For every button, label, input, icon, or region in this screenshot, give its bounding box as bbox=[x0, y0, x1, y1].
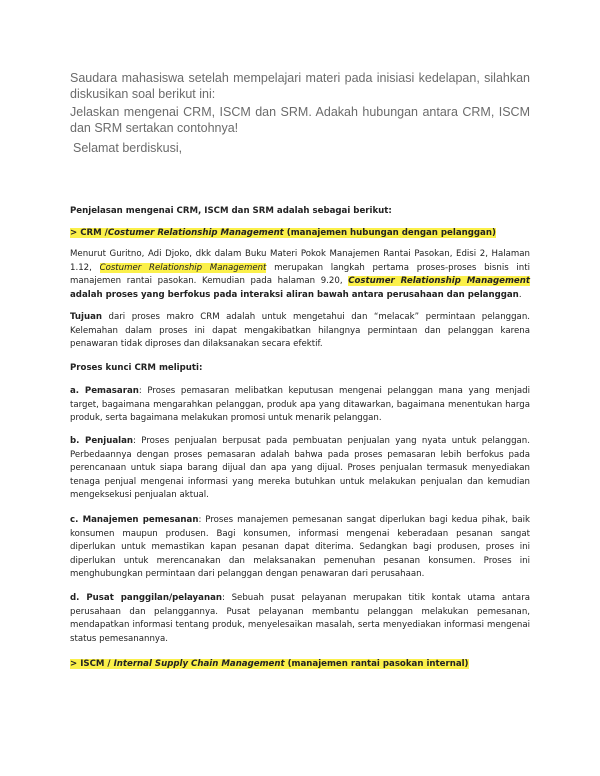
para1-term-1: Costumer Relationship Management bbox=[99, 262, 267, 273]
intro-greeting bbox=[73, 140, 533, 156]
paragraph-tujuan bbox=[70, 311, 530, 352]
para1-text-2: merupakan langkah pertama proses-proses bisnis inti manajemen rantai pasokan. Kemudian pada halaman 9.20, bbox=[70, 262, 530, 287]
iscm-heading-term: Internal Supply Chain Management bbox=[113, 659, 285, 669]
intro-question bbox=[70, 104, 530, 136]
crm-heading-prefix: > CRM / bbox=[70, 228, 108, 238]
item-label: d. Pusat panggilan/pelayanan bbox=[70, 593, 222, 603]
intro-line-1: Saudara mahasiswa setelah mempelajari materi pada inisiasi kedelapan, silahkan diskusikan soal berikut ini: bbox=[70, 71, 530, 101]
list-item-manajemen-pemesanan bbox=[70, 514, 530, 582]
crm-heading bbox=[70, 227, 530, 241]
item-text: : Proses pemasaran melibatkan keputusan mengenai pelanggan mana yang menjadi target, bagaimana mengarahkan pelanggan, produk apa yang ditawarkan, bagaimana menentukan harga produk, serta bagaimana melakukan promosi untuk menarik pelanggan. bbox=[70, 386, 530, 424]
crm-heading-highlight bbox=[70, 228, 496, 238]
section-heading bbox=[70, 205, 530, 219]
key-process-heading bbox=[70, 362, 530, 376]
intro-line-3: Selamat berdiskusi, bbox=[73, 141, 183, 155]
paragraph-definition bbox=[70, 248, 530, 302]
item-label: a. Pemasaran bbox=[70, 386, 139, 396]
para1-text-1: Menurut Guritno, Adi Djoko, dkk dalam Buku Materi Pokok Manajemen Rantai Pasokan, Edisi 2, Halaman 1.12, bbox=[70, 249, 530, 273]
heading-text: Penjelasan mengenai CRM, ISCM dan SRM adalah sebagai berikut: bbox=[70, 206, 392, 216]
iscm-heading-highlight bbox=[70, 659, 469, 669]
item-text: : Proses penjualan berpusat pada pembuatan penjualan yang nyata untuk pelanggan. Perbedaannya dengan proses pemasaran adalah bahwa pada proses pemasaran lebih berfokus pada perencanaan untuk siapa barang dijual dan apa yang dijual. Proses penjualan termasuk menyediakan tenaga penjual mengenai informasi yang mereka butuhkan untuk melakukan penjualan dan kemudian mengeksekusi penjualan aktual. bbox=[70, 436, 530, 501]
iscm-heading bbox=[70, 658, 530, 672]
crm-heading-suffix: (manajemen hubungan dengan pelanggan) bbox=[283, 228, 496, 238]
item-text: : Sebuah pusat pelayanan merupakan titik kontak utama antara perusahaan dan pelanggannya. Pusat pelayanan membantu pelanggan melakukan pemesanan, mendapatkan informasi tentang produk, menyelesaikan masalah, serta menyediakan informasi mengenai status pemesanannya. bbox=[70, 593, 530, 644]
tujuan-text: dari proses makro CRM adalah untuk mengetahui dan “melacak” permintaan pelanggan. Kelemahan dalam proses ini dapat mengakibatkan hilangnya permintaan dan pelanggan karena penawaran tidak diproses dan dilaksanakan secara efektif. bbox=[70, 312, 530, 350]
key-process-heading-text: Proses kunci CRM meliputi: bbox=[70, 363, 203, 373]
item-label: c. Manajemen pemesanan bbox=[70, 515, 199, 525]
para1-text-3: adalah proses yang berfokus pada interaksi aliran bawah antara perusahaan dan pelanggan bbox=[70, 289, 519, 300]
item-label: b. Penjualan bbox=[70, 436, 134, 446]
crm-heading-term: Costumer Relationship Management bbox=[107, 228, 284, 238]
item-text: : Proses manajemen pemesanan sangat diperlukan bagi kedua pihak, baik konsumen maupun produsen. Bagi konsumen, informasi mengenai keberadaan pesanan sangat diperlukan untuk memastikan kapan pesanan dapat diterima. Sedangkan bagi produsen, proses ini diperlukan untuk merencanakan dan melaksanakan pemenuhan pesanan konsumen. Proses ini menghubungkan permintaan dari pelanggan dengan penawaran dari perusahaan. bbox=[70, 515, 530, 580]
list-item-pusat-panggilan bbox=[70, 592, 530, 646]
list-item-pemasaran bbox=[70, 385, 530, 426]
intro-line-2: Jelaskan mengenai CRM, ISCM dan SRM. Adakah hubungan antara CRM, ISCM dan SRM sertakan contohnya! bbox=[70, 105, 530, 135]
tujuan-label: Tujuan bbox=[70, 312, 103, 322]
iscm-heading-suffix: (manajemen rantai pasokan internal) bbox=[284, 659, 469, 669]
para1-term-2: Costumer Relationship Management bbox=[348, 276, 530, 287]
iscm-heading-prefix: > ISCM / bbox=[70, 659, 114, 669]
para1-text-4: . bbox=[518, 289, 522, 300]
intro-instruction bbox=[70, 70, 530, 102]
list-item-penjualan bbox=[70, 435, 530, 503]
